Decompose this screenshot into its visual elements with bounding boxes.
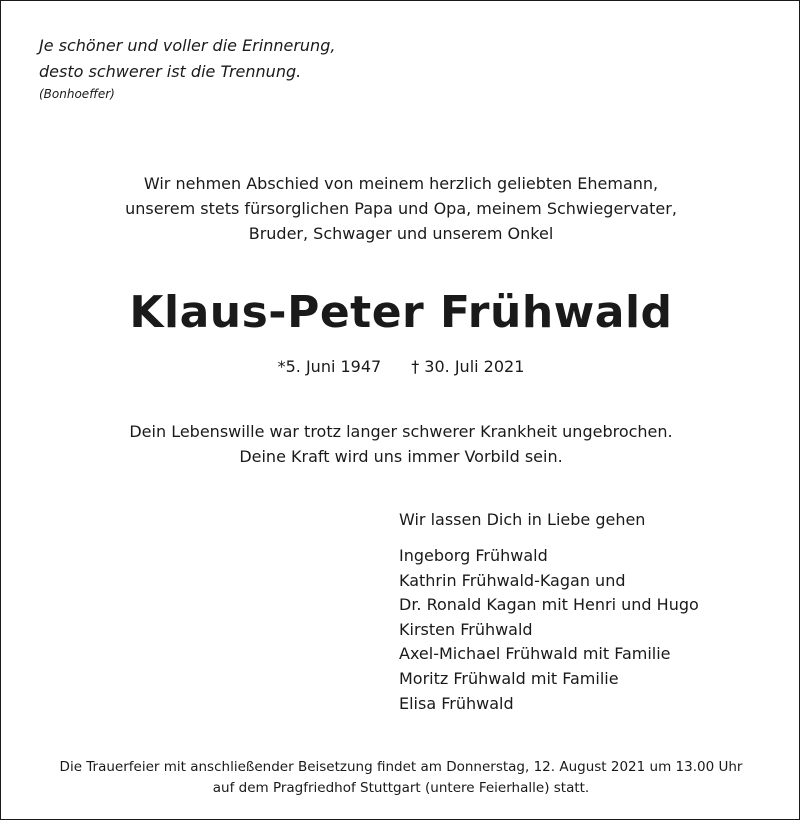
death-date: † 30. Juli 2021	[411, 357, 525, 376]
service-line: Die Trauerfeier mit anschließender Beisetzung findet am Donnerstag, 12. August 2021 um 13.00 Uhr	[59, 759, 743, 775]
mourner-name: Axel-Michael Frühwald mit Familie	[399, 644, 671, 664]
mourners-block	[399, 507, 699, 716]
quote-line: Je schöner und voller die Erinnerung,	[39, 36, 336, 55]
funeral-service-info	[1, 757, 800, 799]
quote-author: (Bonhoeffer)	[39, 87, 115, 101]
mourners-lead: Wir lassen Dich in Liebe gehen	[399, 510, 646, 529]
intro-line: Bruder, Schwager und unserem Onkel	[248, 224, 554, 243]
mourner-name: Ingeborg Frühwald	[399, 546, 548, 565]
life-dates	[1, 355, 800, 379]
tribute-line: Dein Lebenswille war trotz langer schwerer Krankheit ungebrochen.	[129, 422, 673, 441]
mourner-name: Kathrin Frühwald-Kagan und	[399, 570, 626, 590]
mourner-name: Moritz Frühwald mit Familie	[399, 668, 619, 688]
deceased-name: Klaus-Peter Frühwald	[129, 287, 673, 338]
birth-date: *5. Juni 1947	[277, 357, 382, 376]
epigraph-quote	[39, 33, 335, 103]
quote-line: desto schwerer ist die Trennung.	[39, 62, 302, 81]
mourner-name: Dr. Ronald Kagan mit Henri und Hugo	[399, 595, 699, 615]
service-line: auf dem Pragfriedhof Stuttgart (untere Feierhalle) statt.	[212, 780, 590, 796]
mourner-name: Elisa Frühwald	[399, 693, 514, 713]
intro-text	[1, 171, 800, 246]
mourner-name: Kirsten Frühwald	[399, 619, 533, 639]
tribute-text	[1, 419, 800, 469]
tribute-line: Deine Kraft wird uns immer Vorbild sein.	[239, 447, 563, 466]
intro-line: unserem stets fürsorglichen Papa und Opa, meinem Schwiegervater,	[125, 199, 677, 218]
intro-line: Wir nehmen Abschied von meinem herzlich geliebten Ehemann,	[143, 174, 659, 193]
